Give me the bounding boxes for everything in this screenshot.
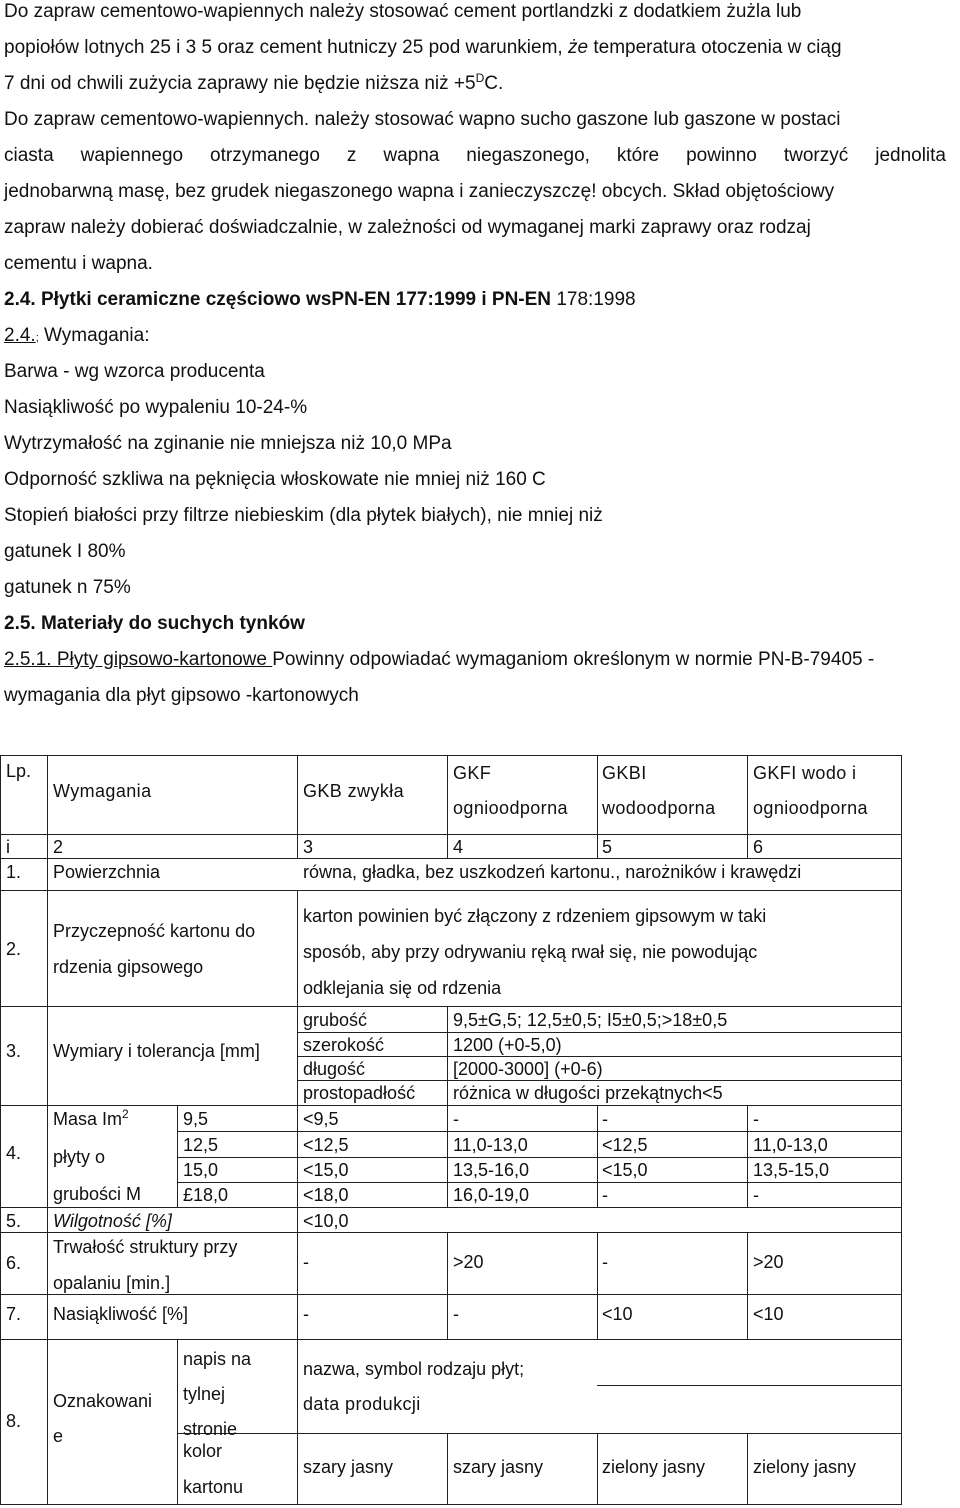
table-cell: <15,0 (303, 1160, 349, 1180)
column-number: 5 (602, 837, 613, 857)
table-rule (447, 1006, 448, 1105)
section-heading-2-4-1: 2.4.; Wymagania: (4, 325, 150, 346)
table-rule (597, 755, 598, 858)
section-heading-2-4: 2.4. Płytki ceramiczne częściowo wsPN-EN 177:1999 i PN-EN 178:1998 (4, 289, 636, 310)
column-number: 4 (453, 837, 464, 857)
table-cell: - (753, 1109, 759, 1129)
table-cell: 12,5 (183, 1135, 219, 1155)
header-gkf: GKF (453, 763, 492, 783)
table-rule (597, 1105, 598, 1207)
column-number: 6 (753, 837, 764, 857)
table-rule (747, 1105, 748, 1207)
table-cell: <12,5 (303, 1135, 349, 1155)
table-rule (0, 1207, 902, 1208)
table-cell: 13,5-15,0 (753, 1160, 830, 1180)
row-value: sposób, aby przy odrywaniu ręką rwał się, nie powodując (303, 942, 758, 962)
row-number: 4. (6, 1143, 22, 1163)
table-rule (901, 755, 902, 1504)
sub-label: kolor (183, 1441, 223, 1461)
row-label: rdzenia gipsowego (53, 957, 204, 977)
sub-label: długość (303, 1059, 366, 1079)
header-gkf-sub: ognioodporna (453, 798, 568, 818)
table-rule (177, 1105, 178, 1207)
table-rule (297, 1080, 902, 1081)
paragraph-line: popiołów lotnych 25 i 3 5 oraz cement hutniczy 25 pod warunkiem, że temperatura otoczenia w ciąg (4, 37, 842, 58)
paragraph-line: 7 dni od chwili zużycia zaprawy nie będzie niższa niż $+5^DC$. (4, 71, 504, 94)
paragraph-line: ciasta wapiennego otrzymanego z wapna niegaszonego, które powinno tworzyć jednolita (4, 145, 946, 166)
row-label: grubości M (53, 1184, 142, 1204)
paragraph-line: Do zapraw cementowo-wapiennych należy stosować cement portlandzki z dodatkiem żużla lub (4, 1, 802, 22)
table-cell: <18,0 (303, 1185, 349, 1205)
row-label: Nasiąkliwość [%] (53, 1304, 189, 1324)
header-gkbi: GKBI (602, 763, 647, 783)
row-label: płyty o (53, 1147, 106, 1167)
table-cell: 13,5-16,0 (453, 1160, 530, 1180)
table-rule (447, 1232, 448, 1339)
row-label: Wilgotność [%] (53, 1211, 172, 1231)
table-cell: 16,0-19,0 (453, 1185, 530, 1205)
paragraph-line: Do zapraw cementowo-wapiennych. należy stosować wapno sucho gaszone lub gaszone w postaci (4, 109, 841, 130)
table-rule (0, 1504, 902, 1505)
table-cell: 11,0-13,0 (453, 1135, 528, 1155)
row-label: Wymiary i tolerancja [mm] (53, 1041, 260, 1061)
table-cell: >20 (453, 1252, 484, 1272)
sub-value: data produkcji (303, 1394, 421, 1414)
table-rule (747, 755, 748, 858)
sub-label: napis na (183, 1349, 252, 1369)
table-rule (747, 1433, 748, 1504)
table-rule (177, 1131, 902, 1132)
row-label: e (53, 1426, 64, 1446)
sub-value: 9,5±G,5; 12,5±0,5; I5±0,5;>18±0,5 (453, 1010, 728, 1030)
table-cell: <10 (753, 1304, 784, 1324)
table-rule (297, 1056, 902, 1057)
sub-label: stronie (183, 1419, 238, 1439)
requirement-line: Odporność szkliwa na pęknięcia włoskowate nie mniej niż 160 C (4, 469, 546, 490)
row-number: 8. (6, 1411, 22, 1431)
table-rule (47, 755, 48, 1504)
table-cell: - (303, 1304, 309, 1324)
row-value: karton powinien być złączony z rdzeniem gipsowym w taki (303, 906, 767, 926)
table-rule (177, 1433, 902, 1434)
header-gkfi-sub: ognioodporna (753, 798, 868, 818)
table-rule (297, 890, 298, 1504)
table-cell: szary jasny (303, 1457, 394, 1477)
paragraph-line: wymagania dla płyt gipsowo -kartonowych (4, 685, 359, 706)
table-rule (297, 755, 298, 858)
column-number: 3 (303, 837, 314, 857)
paragraph-line: zapraw należy dobierać doświadczalnie, w zależności od wymaganej marki zaprawy oraz rodzaj (4, 217, 811, 238)
header-gkb: GKB zwykła (303, 781, 405, 801)
table-cell: - (602, 1185, 608, 1205)
sub-label: prostopadłość (303, 1083, 416, 1103)
row-label: Oznakowani (53, 1391, 153, 1411)
table-rule (597, 1232, 598, 1339)
column-number: i (6, 837, 10, 857)
header-gkbi-sub: wodoodporna (602, 798, 716, 818)
sub-label: kartonu (183, 1477, 244, 1497)
table-rule (747, 1232, 748, 1339)
table-rule (0, 755, 902, 756)
header-lp: Lp. (6, 761, 32, 781)
sub-label: grubość (303, 1010, 368, 1030)
row-number: 1. (6, 862, 22, 882)
table-rule (447, 1433, 448, 1504)
table-cell: - (453, 1304, 459, 1324)
table-rule (177, 1339, 178, 1504)
table-cell: £18,0 (183, 1185, 229, 1205)
requirement-line: Nasiąkliwość po wypaleniu 10-24-% (4, 397, 308, 418)
table-rule (177, 1157, 902, 1158)
table-cell: 15,0 (183, 1160, 219, 1180)
table-rule (0, 1294, 902, 1295)
table-cell: - (753, 1185, 759, 1205)
table-rule (0, 1339, 902, 1340)
table-rule (0, 890, 902, 891)
table-rule (177, 1182, 902, 1183)
row-label: Masa Im$^2$ (53, 1107, 129, 1129)
requirement-line: gatunek I 80% (4, 541, 126, 562)
sub-label: tylnej (183, 1384, 226, 1404)
table-cell: 9,5 (183, 1109, 209, 1129)
table-cell: <15,0 (602, 1160, 648, 1180)
table-cell: - (453, 1109, 459, 1129)
table-rule (297, 1032, 902, 1033)
row-number: 2. (6, 939, 22, 959)
row-value: równa, gładka, bez uszkodzeń kartonu., narożników i krawędzi (303, 862, 802, 882)
table-cell: zielony jasny (753, 1457, 857, 1477)
row-number: 5. (6, 1211, 22, 1231)
table-rule (0, 755, 1, 1504)
table-rule (0, 1006, 902, 1007)
table-rule (0, 858, 902, 859)
requirement-line: Barwa - wg wzorca producenta (4, 361, 265, 382)
sub-value: różnica w długości przekątnych<5 (453, 1083, 723, 1103)
table-cell: - (303, 1252, 309, 1272)
table-rule (447, 755, 448, 858)
row-number: 3. (6, 1041, 22, 1061)
table-cell: zielony jasny (602, 1457, 706, 1477)
table-rule (0, 1105, 902, 1106)
requirement-line: Wytrzymałość na zginanie nie mniejsza niż 10,0 MPa (4, 433, 452, 454)
table-rule (0, 1232, 902, 1233)
requirement-line: Stopień białości przy filtrze niebieskim (dla płytek białych), nie mniej niż (4, 505, 603, 526)
sub-label: szerokość (303, 1035, 385, 1055)
sub-value: [2000-3000] (+0-6) (453, 1059, 603, 1079)
table-cell: 11,0-13,0 (753, 1135, 828, 1155)
row-label: Przyczepność kartonu do (53, 921, 256, 941)
requirement-line: gatunek n 75% (4, 577, 131, 598)
section-heading-2-5: 2.5. Materiały do suchych tynków (4, 613, 305, 634)
row-label: opalaniu [min.] (53, 1273, 171, 1293)
row-number: 7. (6, 1304, 22, 1324)
header-requirements: Wymagania (53, 781, 152, 801)
row-value: odklejania się od rdzenia (303, 978, 502, 998)
paragraph-line: cementu i wapna. (4, 253, 153, 274)
table-cell: - (602, 1252, 608, 1272)
row-label: Powierzchnia (53, 862, 161, 882)
table-cell: szary jasny (453, 1457, 544, 1477)
table-cell: <10 (602, 1304, 633, 1324)
table-cell: >20 (753, 1252, 784, 1272)
table-rule (597, 1385, 902, 1386)
paragraph-line: jednobarwną masę, bez grudek niegaszonego wapna i zanieczyszczę! obcych. Skład objętościowy (4, 181, 835, 202)
sub-value: 1200 (+0-5,0) (453, 1035, 562, 1055)
table-cell: <9,5 (303, 1109, 339, 1129)
header-gkfi: GKFI wodo i (753, 763, 857, 783)
section-heading-2-5-1: 2.5.1. Płyty gipsowo-kartonowe Powinny odpowiadać wymaganiom określonym w normie PN-B-79405 - (4, 649, 875, 670)
table-cell: - (602, 1109, 608, 1129)
table-rule (447, 1105, 448, 1207)
table-rule (0, 834, 902, 835)
row-value: <10,0 (303, 1211, 349, 1231)
sub-value: nazwa, symbol rodzaju płyt; (303, 1359, 525, 1379)
row-label: Trwałość struktury przy (53, 1237, 238, 1257)
table-rule (597, 1433, 598, 1504)
table-cell: <12,5 (602, 1135, 648, 1155)
column-number: 2 (53, 837, 64, 857)
row-number: 6. (6, 1253, 22, 1273)
